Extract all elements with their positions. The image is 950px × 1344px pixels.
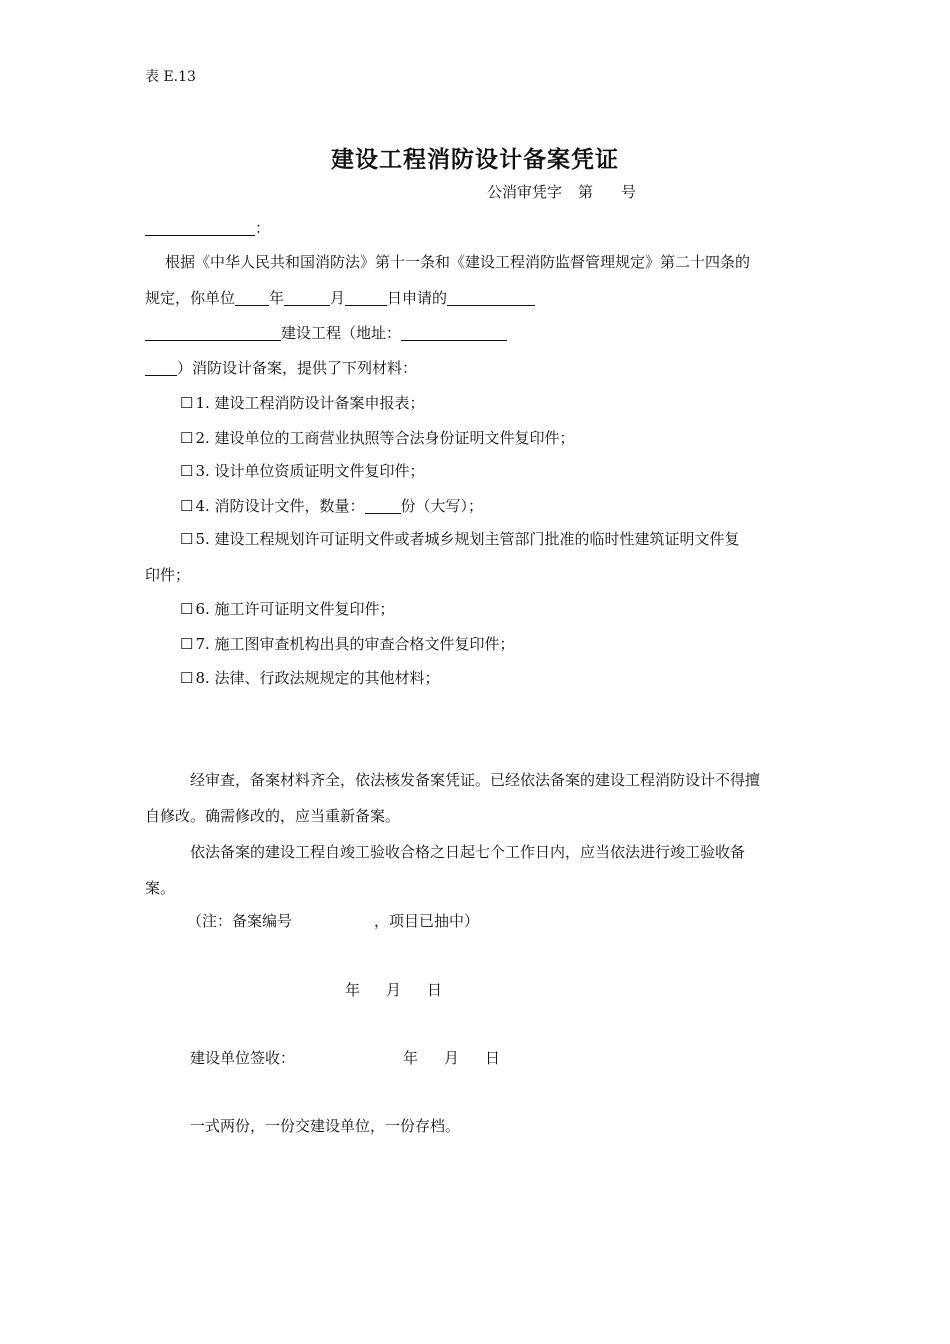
material-item-2-text: 2. 建设单位的工商营业执照等合法身份证明文件复印件； <box>195 429 575 447</box>
issue-month: 月 <box>386 981 402 999</box>
cert-di: 第 <box>578 183 594 201</box>
month-label: 月 <box>330 289 346 307</box>
project-name-blank-2[interactable] <box>145 325 281 341</box>
checkbox-1[interactable]: ☐ <box>180 394 194 412</box>
certificate-number <box>487 182 636 202</box>
footer-note: 一式两份，一份交建设单位，一份存档。 <box>190 1117 461 1135</box>
intro-unit-text: 规定，你单位 <box>145 289 236 307</box>
receipt-day: 日 <box>485 1049 501 1067</box>
intro-line-4 <box>145 358 417 378</box>
review-line-3: 依法备案的建设工程自竣工验收合格之日起七个工作日内，应当依法进行竣工验收备 <box>190 843 746 861</box>
year-label: 年 <box>269 289 285 307</box>
material-item-5-text: 5. 建设工程规划许可证明文件或者城乡规划主管部门批准的临时性建筑证明文件复 <box>195 530 740 548</box>
receipt-year: 年 <box>403 1049 419 1067</box>
checkbox-8[interactable]: ☐ <box>180 669 194 687</box>
checkbox-6[interactable]: ☐ <box>180 600 194 618</box>
year-blank[interactable] <box>235 290 269 306</box>
form-code: 表 E.13 <box>145 69 196 85</box>
address-blank-1[interactable] <box>401 325 507 341</box>
material-item-7-text: 7. 施工图审查机构出具的审查合格文件复印件； <box>195 635 515 653</box>
receipt-line <box>190 1048 500 1068</box>
material-item-1 <box>180 393 425 413</box>
material-item-8-text: 8. 法律、行政法规规定的其他材料； <box>195 669 440 687</box>
material-item-6 <box>180 599 395 619</box>
issue-date <box>345 980 442 1000</box>
month-blank[interactable] <box>284 290 330 306</box>
material-item-4-text-a: 4. 消防设计文件，数量： <box>195 497 365 515</box>
addressee-line <box>145 218 270 238</box>
review-line-1: 经审查，备案材料齐全，依法核发备案凭证。已经依法备案的建设工程消防设计不得擅 <box>190 771 761 789</box>
checkbox-4[interactable]: ☐ <box>180 497 194 515</box>
review-line-4: 案。 <box>145 879 176 897</box>
issue-day: 日 <box>427 981 443 999</box>
day-blank[interactable] <box>345 290 387 306</box>
receipt-month: 月 <box>444 1049 460 1067</box>
material-item-6-text: 6. 施工许可证明文件复印件； <box>195 600 395 618</box>
day-applied-label: 日申请的 <box>387 289 448 307</box>
project-name-blank-1[interactable] <box>447 290 535 306</box>
addressee-colon: ： <box>255 219 271 237</box>
intro-materials-text: ）消防设计备案，提供了下列材料： <box>177 359 418 377</box>
material-item-3-text: 3. 设计单位资质证明文件复印件； <box>195 462 425 480</box>
material-item-4-text-b: 份（大写）； <box>400 497 484 515</box>
intro-line-3 <box>145 323 507 343</box>
page-title: 建设工程消防设计备案凭证 <box>331 147 619 173</box>
project-address-label: 建设工程（地址： <box>281 324 402 342</box>
material-item-5-continued: 印件； <box>145 566 191 584</box>
address-blank-2[interactable] <box>145 360 177 376</box>
material-item-1-text: 1. 建设工程消防设计备案申报表； <box>195 394 425 412</box>
addressee-blank[interactable] <box>145 220 255 236</box>
note-text-a: （注：备案编号 <box>187 912 293 930</box>
material-item-8 <box>180 668 440 688</box>
checkbox-3[interactable]: ☐ <box>180 462 194 480</box>
note-line <box>187 911 479 931</box>
receipt-label: 建设单位签收： <box>190 1049 296 1067</box>
material-item-3 <box>180 461 425 481</box>
cert-prefix: 公消审凭字 <box>487 183 563 201</box>
intro-line-2 <box>145 288 535 308</box>
material-item-2 <box>180 428 575 448</box>
checkbox-7[interactable]: ☐ <box>180 635 194 653</box>
intro-line-1: 根据《中华人民共和国消防法》第十一条和《建设工程消防监督管理规定》第二十四条的 <box>165 253 751 271</box>
issue-year: 年 <box>345 981 361 999</box>
note-text-b: ，项目已抽中） <box>374 912 480 930</box>
checkbox-5[interactable]: ☐ <box>180 530 194 548</box>
checkbox-2[interactable]: ☐ <box>180 429 194 447</box>
material-item-4 <box>180 496 483 516</box>
quantity-blank[interactable] <box>365 498 401 514</box>
material-item-5 <box>180 529 740 549</box>
cert-hao: 号 <box>621 183 637 201</box>
review-line-2: 自修改。确需修改的，应当重新备案。 <box>145 807 401 825</box>
material-item-7 <box>180 634 515 654</box>
